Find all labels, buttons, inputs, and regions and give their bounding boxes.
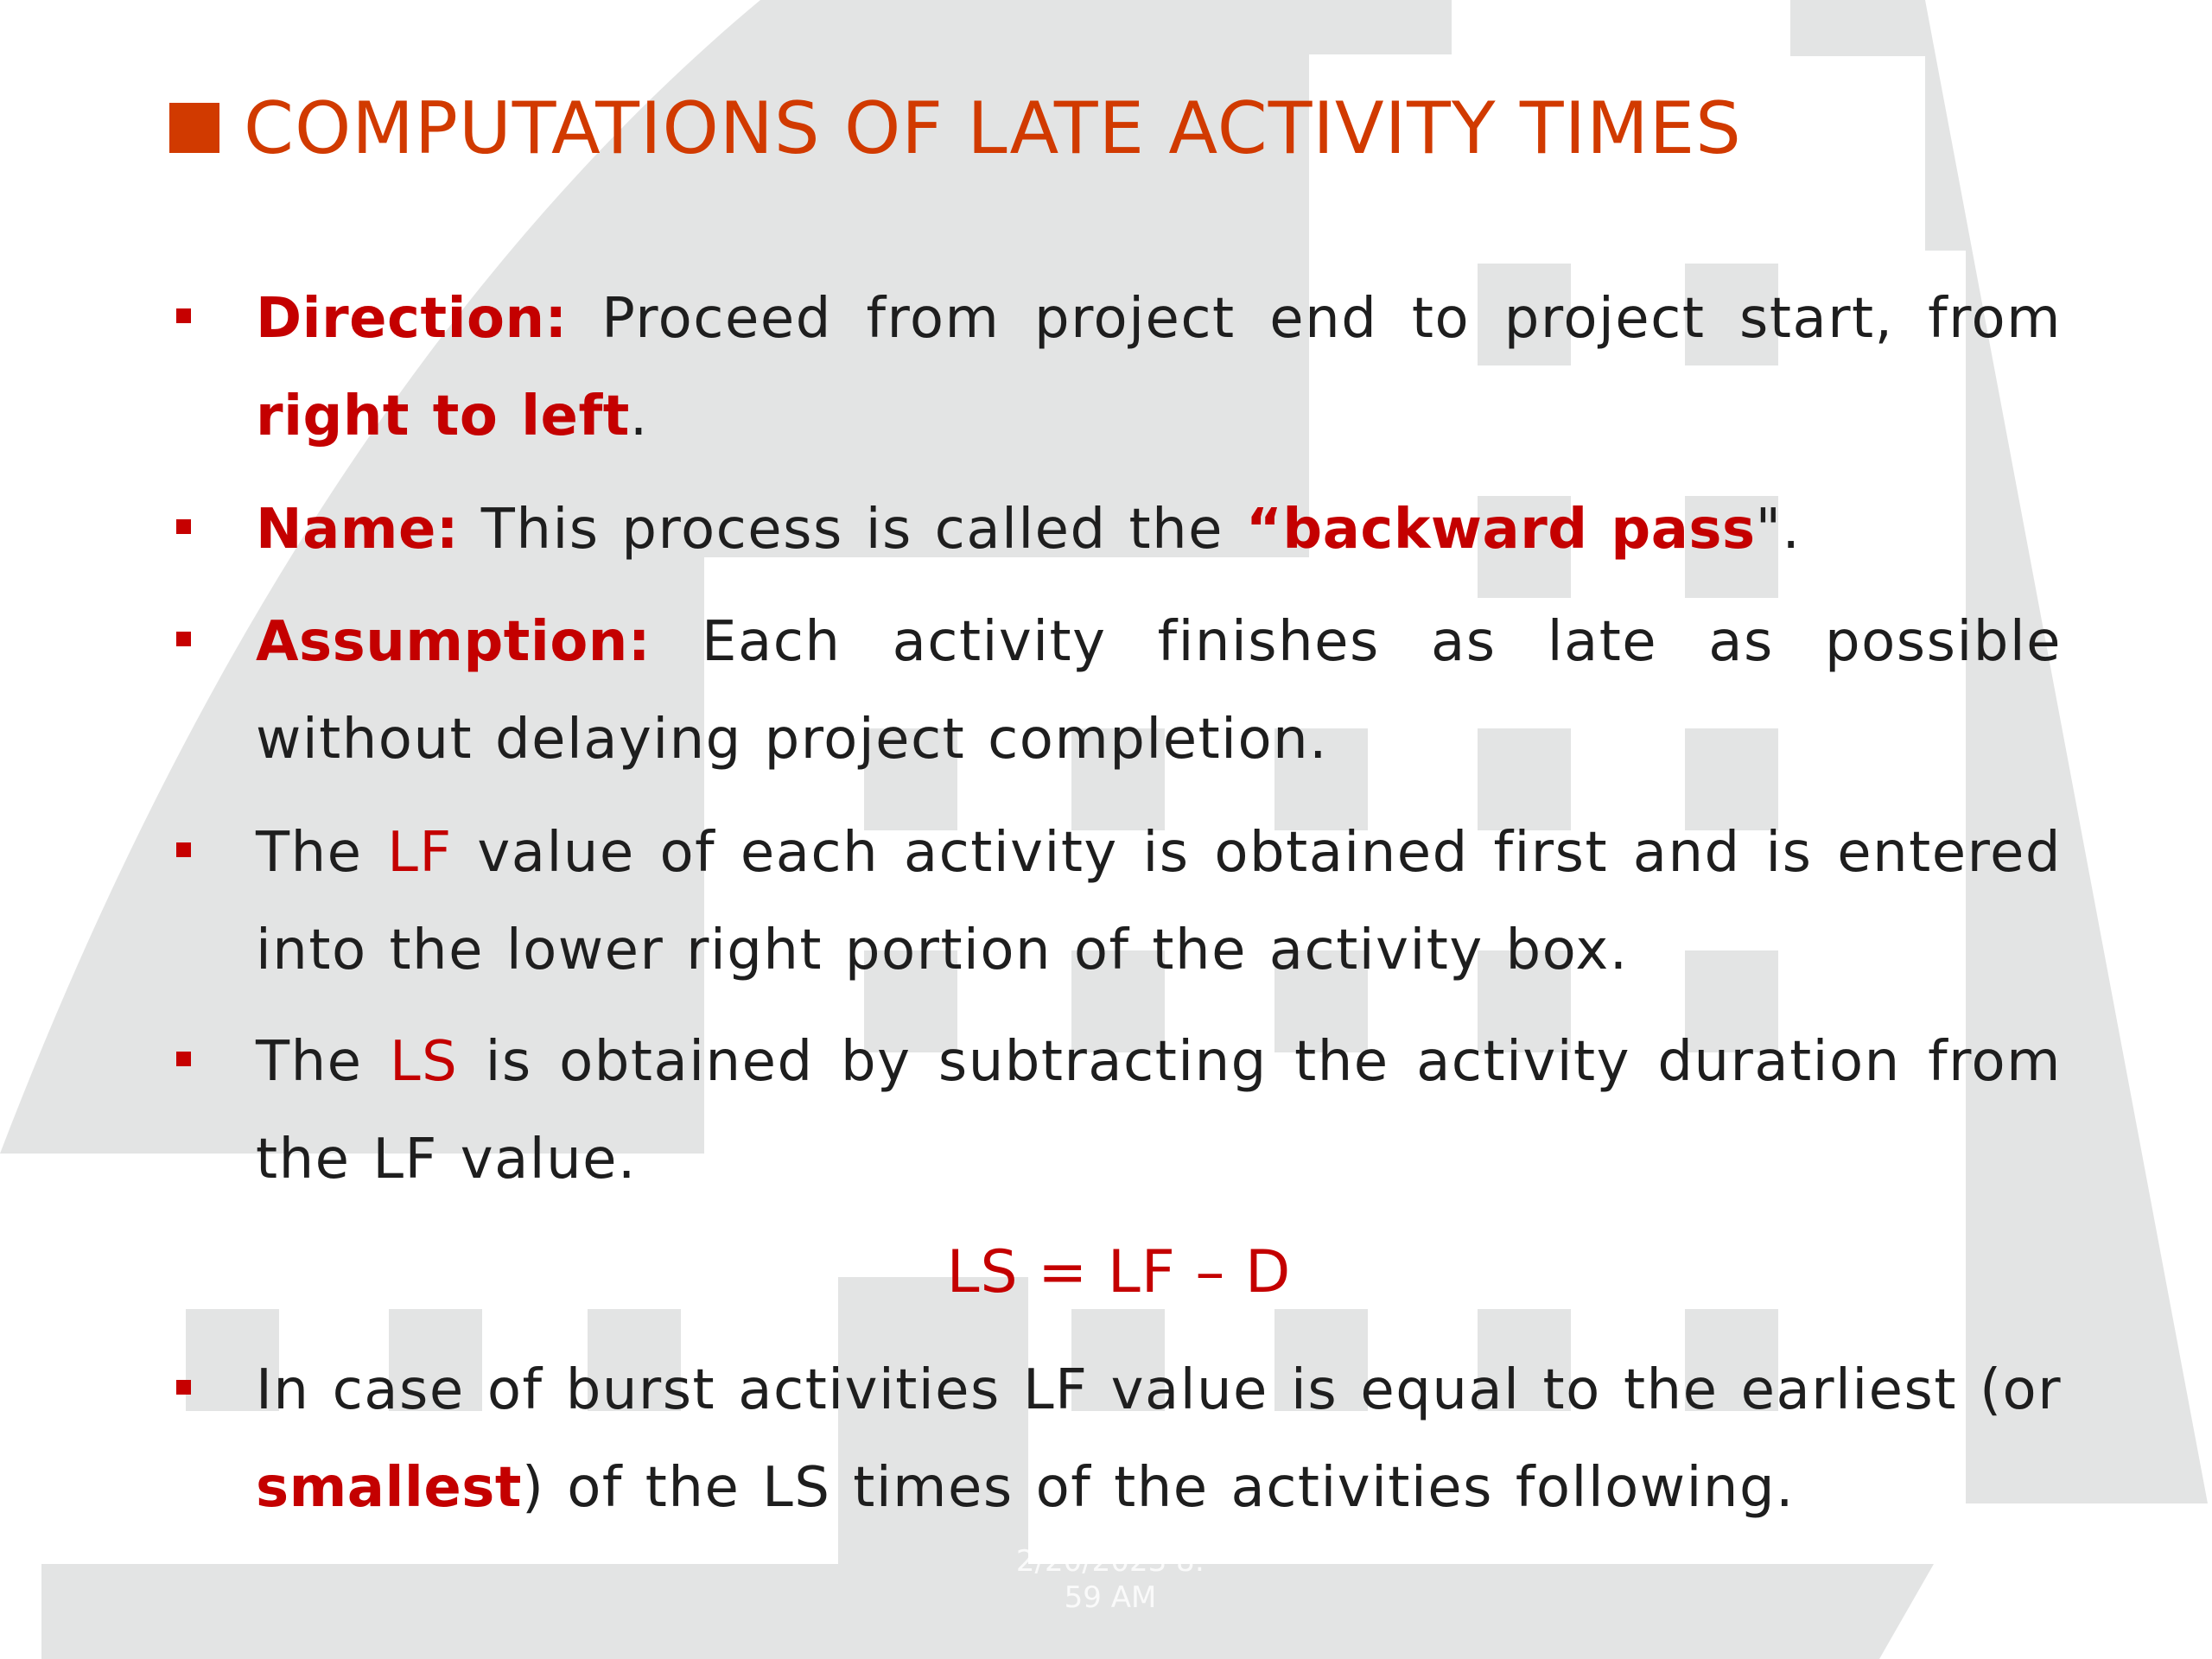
bullet-text: The bbox=[256, 1030, 390, 1094]
bullet-text: value of each activity is obtained first and is entered into the lower right portion of the activity box. bbox=[256, 821, 2063, 982]
bullet-direction bbox=[256, 270, 2062, 466]
bullet-lf bbox=[256, 804, 2062, 1000]
bullet-burst bbox=[256, 1342, 2062, 1537]
slide-title-text: COMPUTATIONS OF LATE ACTIVITY TIMES bbox=[244, 86, 1742, 170]
bullet-text: This process is called the bbox=[458, 498, 1246, 562]
bullet-highlight: “backward pass bbox=[1245, 498, 1756, 562]
bullet-highlight: right to left bbox=[256, 385, 630, 448]
bullet-ls bbox=[256, 1014, 2062, 1209]
footer-date-line1: 2/20/2023 8: bbox=[1015, 1544, 1205, 1579]
slide-title bbox=[169, 85, 1742, 171]
bullet-text: The bbox=[256, 821, 388, 885]
bullet-assumption bbox=[256, 594, 2062, 789]
bullet-label: Assumption: bbox=[256, 610, 651, 674]
bullet-name bbox=[256, 481, 2062, 579]
bullet-label: Direction: bbox=[256, 287, 568, 351]
bullet-text: Each activity finishes as late as possible without delaying project completion. bbox=[256, 610, 2062, 772]
bullet-text: is obtained by subtracting the activity duration from the LF value. bbox=[256, 1030, 2063, 1192]
title-square-icon bbox=[169, 103, 219, 153]
bullet-text: ". bbox=[1755, 498, 1802, 562]
bullet-highlight: smallest bbox=[256, 1456, 522, 1520]
bullet-text: In case of burst activities LF value is equal to the earliest (or bbox=[256, 1358, 2062, 1422]
bullet-text: ) of the LS times of the activities following. bbox=[521, 1456, 1795, 1520]
bullet-text: . bbox=[629, 385, 649, 448]
bullet-highlight: LF bbox=[387, 821, 453, 885]
footer-date-line2: 59 AM bbox=[1064, 1580, 1157, 1615]
bullet-text: Proceed from project end to project start, from bbox=[567, 287, 2062, 351]
formula: LS = LF – D bbox=[946, 1238, 1292, 1306]
bullet-label: Name: bbox=[256, 498, 459, 562]
footer-date bbox=[972, 1543, 1249, 1616]
bullet-highlight: LS bbox=[389, 1030, 459, 1094]
